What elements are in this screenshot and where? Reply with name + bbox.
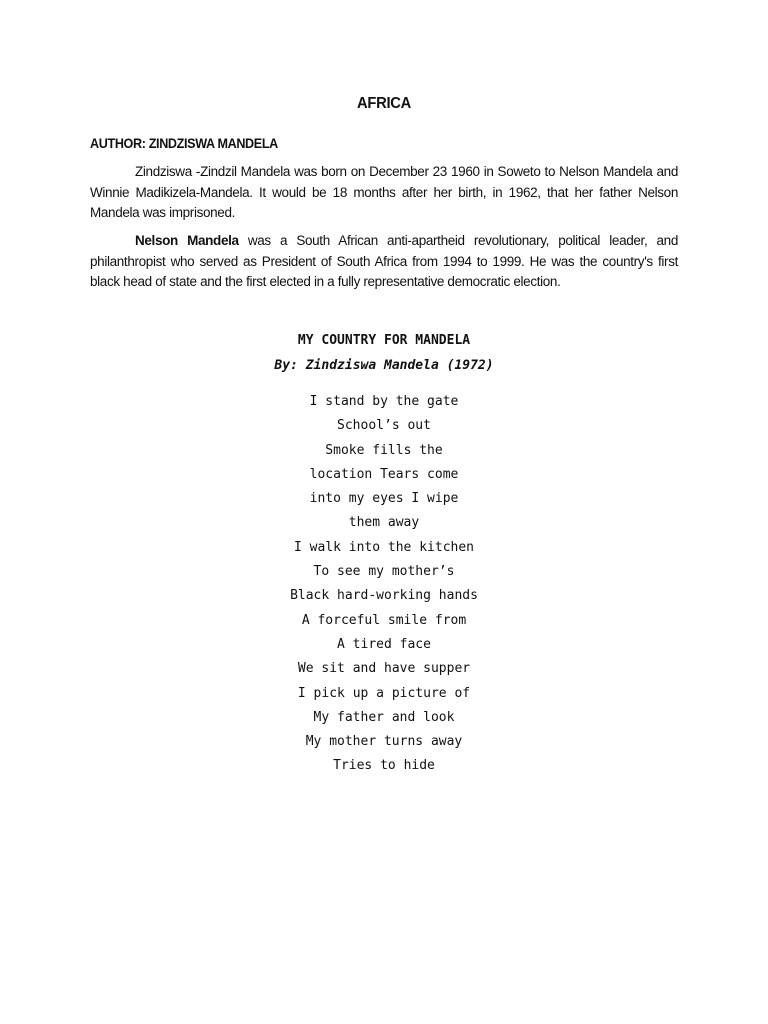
author-heading: AUTHOR: ZINDZISWA MANDELA (90, 135, 278, 151)
poem-line: School’s out (337, 418, 431, 434)
poem-line: A tired face (337, 636, 431, 652)
nelson-mandela-description: was a South African anti-apartheid revolutionary, political leader, and philanthropist who served as President of South Africa from 1994 to 1999. He was the country's first black head of state and the first elected in a fully representative democratic election. (90, 233, 678, 289)
nelson-mandela-paragraph (90, 231, 678, 293)
nelson-mandela-bold-name: Nelson Mandela (135, 233, 239, 248)
page-title: AFRICA (357, 95, 411, 112)
poem-line: Tries to hide (333, 758, 435, 774)
poem-line: into my eyes I wipe (309, 491, 459, 507)
poem-line: I stand by the gate (309, 394, 459, 409)
biography-paragraph: Zindziswa -Zindzil Mandela was born on December 23 1960 in Soweto to Nelson Mandela and Winnie Madikizela-Mandela. It would be 18 months after her birth, in 1962, that her father Nelson Mandela was imprisoned. (90, 164, 678, 220)
poem-line: Smoke fills the (325, 442, 443, 458)
poem-byline: By: Zindziswa Mandela (1972) (274, 358, 494, 373)
poem-line: location Tears come (309, 466, 459, 482)
poem-line: I walk into the kitchen (293, 539, 474, 555)
poem-line: them away (348, 515, 420, 531)
poem-lines (0, 390, 768, 779)
poem-line: I pick up a picture of (297, 685, 471, 701)
poem-line: My mother turns away (305, 734, 463, 750)
poem-line: My father and look (313, 709, 455, 725)
poem-line: Black hard-working hands (290, 588, 478, 604)
poem-title: MY COUNTRY FOR MANDELA (297, 333, 471, 348)
poem-line: We sit and have supper (297, 661, 471, 677)
poem-line: To see my mother’s (313, 564, 455, 580)
poem-line: A forceful smile from (301, 612, 467, 628)
